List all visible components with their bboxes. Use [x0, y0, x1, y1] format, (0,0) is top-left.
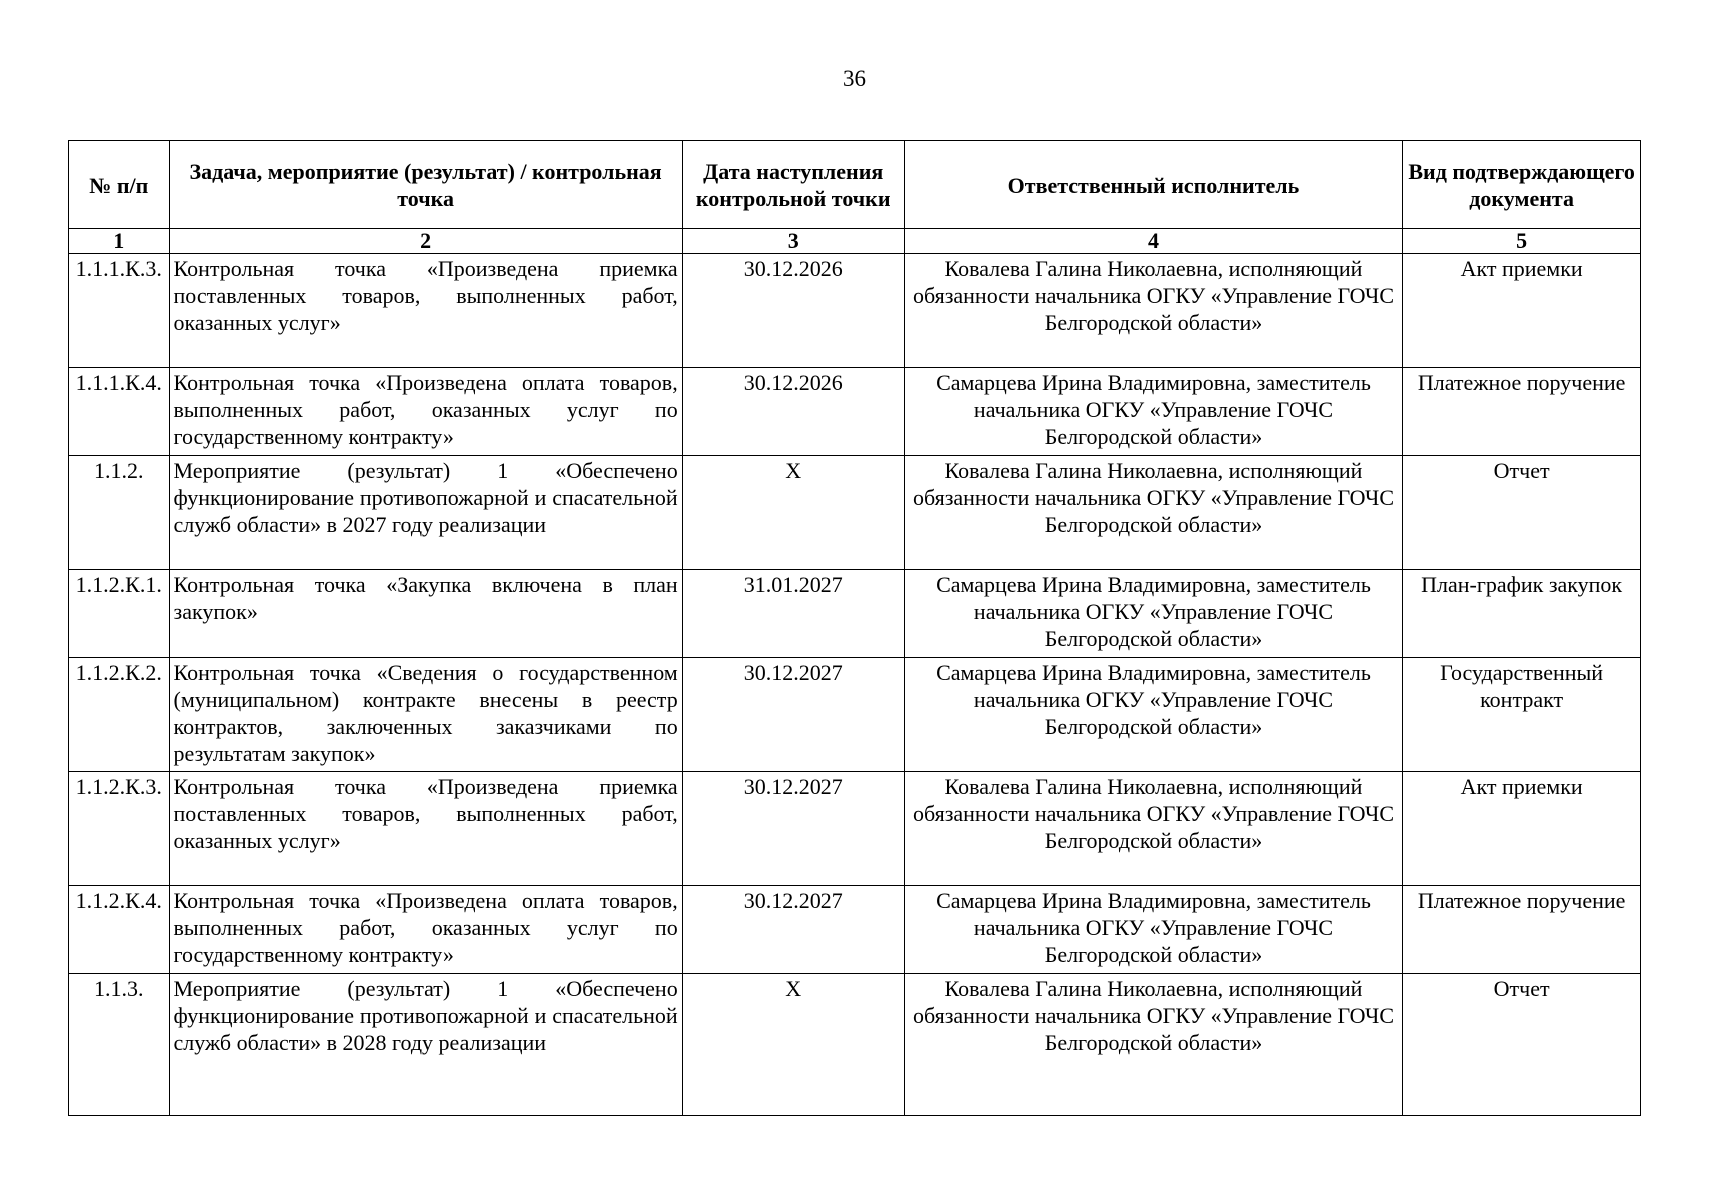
row-number: 1.1.2.К.3.	[69, 772, 170, 886]
row-doc-type: Платежное поручение	[1403, 886, 1641, 974]
row-number: 1.1.2.К.1.	[69, 570, 170, 658]
row-task: Контрольная точка «Произведена оплата товаров, выполненных работ, оказанных услуг по государственному контракту»	[169, 368, 682, 456]
row-number: 1.1.1.К.4.	[69, 368, 170, 456]
row-number: 1.1.2.К.2.	[69, 658, 170, 772]
table-row	[69, 456, 1641, 570]
table-row	[69, 570, 1641, 658]
row-task: Контрольная точка «Произведена приемка поставленных товаров, выполненных работ, оказанных услуг»	[169, 254, 682, 368]
header-doc-type: Вид подтверждающего документа	[1403, 141, 1641, 229]
table-row	[69, 886, 1641, 974]
row-date: 31.01.2027	[682, 570, 904, 658]
column-number: 3	[682, 229, 904, 254]
column-number: 1	[69, 229, 170, 254]
table-row	[69, 658, 1641, 772]
table-row	[69, 254, 1641, 368]
row-task: Контрольная точка «Произведена оплата товаров, выполненных работ, оказанных услуг по государственному контракту»	[169, 886, 682, 974]
row-task: Мероприятие (результат) 1 «Обеспечено функционирование противопожарной и спасательной служб области» в 2028 году реализации	[169, 974, 682, 1116]
header-num: № п/п	[69, 141, 170, 229]
row-date: 30.12.2027	[682, 772, 904, 886]
row-date: X	[682, 456, 904, 570]
page-number: 36	[843, 66, 866, 91]
row-number: 1.1.1.К.3.	[69, 254, 170, 368]
row-task: Контрольная точка «Произведена приемка поставленных товаров, выполненных работ, оказанных услуг»	[169, 772, 682, 886]
row-responsible: Самарцева Ирина Владимировна, заместитель начальника ОГКУ «Управление ГОЧС Белгородской области»	[904, 886, 1403, 974]
row-doc-type: Акт приемки	[1403, 254, 1641, 368]
row-task: Мероприятие (результат) 1 «Обеспечено функционирование противопожарной и спасательной служб области» в 2027 году реализации	[169, 456, 682, 570]
control-points-table	[68, 140, 1641, 1116]
row-number: 1.1.2.К.4.	[69, 886, 170, 974]
row-responsible: Ковалева Галина Николаевна, исполняющий обязанности начальника ОГКУ «Управление ГОЧС Белгородской области»	[904, 772, 1403, 886]
row-responsible: Ковалева Галина Николаевна, исполняющий обязанности начальника ОГКУ «Управление ГОЧС Белгородской области»	[904, 974, 1403, 1116]
row-responsible: Ковалева Галина Николаевна, исполняющий обязанности начальника ОГКУ «Управление ГОЧС Белгородской области»	[904, 254, 1403, 368]
row-responsible: Самарцева Ирина Владимировна, заместитель начальника ОГКУ «Управление ГОЧС Белгородской области»	[904, 368, 1403, 456]
row-responsible: Ковалева Галина Николаевна, исполняющий обязанности начальника ОГКУ «Управление ГОЧС Белгородской области»	[904, 456, 1403, 570]
table-row	[69, 772, 1641, 886]
table-row	[69, 368, 1641, 456]
row-date: 30.12.2026	[682, 368, 904, 456]
column-number: 4	[904, 229, 1403, 254]
header-task: Задача, мероприятие (результат) / контрольная точка	[169, 141, 682, 229]
row-doc-type: Отчет	[1403, 974, 1641, 1116]
table-row	[69, 974, 1641, 1116]
row-task: Контрольная точка «Сведения о государственном (муниципальном) контракте внесены в реестр контрактов, заключенных заказчиками по результатам закупок»	[169, 658, 682, 772]
column-number: 2	[169, 229, 682, 254]
row-doc-type: Государственный контракт	[1403, 658, 1641, 772]
row-date: 30.12.2026	[682, 254, 904, 368]
row-date: 30.12.2027	[682, 658, 904, 772]
row-responsible: Самарцева Ирина Владимировна, заместитель начальника ОГКУ «Управление ГОЧС Белгородской области»	[904, 658, 1403, 772]
row-doc-type: План-график закупок	[1403, 570, 1641, 658]
column-number-row	[69, 229, 1641, 254]
row-task: Контрольная точка «Закупка включена в план закупок»	[169, 570, 682, 658]
row-doc-type: Платежное поручение	[1403, 368, 1641, 456]
row-number: 1.1.2.	[69, 456, 170, 570]
row-doc-type: Акт приемки	[1403, 772, 1641, 886]
header-date: Дата наступления контрольной точки	[682, 141, 904, 229]
header-responsible: Ответственный исполнитель	[904, 141, 1403, 229]
column-number: 5	[1403, 229, 1641, 254]
row-responsible: Самарцева Ирина Владимировна, заместитель начальника ОГКУ «Управление ГОЧС Белгородской области»	[904, 570, 1403, 658]
header-row	[69, 141, 1641, 229]
row-date: 30.12.2027	[682, 886, 904, 974]
row-date: X	[682, 974, 904, 1116]
row-number: 1.1.3.	[69, 974, 170, 1116]
row-doc-type: Отчет	[1403, 456, 1641, 570]
